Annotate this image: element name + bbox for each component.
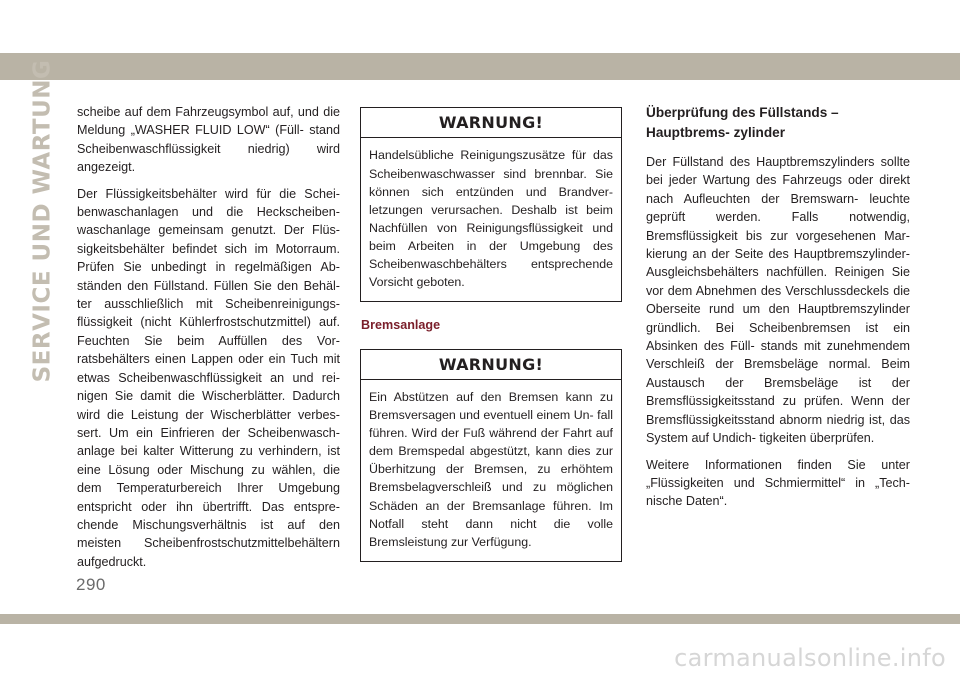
warning-box-brakes xyxy=(360,349,622,562)
left-column xyxy=(77,103,340,579)
left-paragraph-2: Der Flüssigkeitsbehälter wird für die Schei- benwaschanlagen und die Heckscheiben- waschanlage gemeinsam genutzt. Der Flüs- sigkeitsbehälter befindet sich im Motorraum. Prüfen Sie unbedingt in regelmäßigen Ab- ständen den Füllstand. Füllen Sie den Behäl- ter ausschließlich mit Scheibenreinigungs- flüssigkeit (nicht Kühlerfrostschutzmittel) auf. Feuchten Sie beim Auffüllen des Vor- ratsbehälters einen Lappen oder ein Tuch mit etwas Scheibenwaschflüssigkeit an und rei- nigen Sie damit die Wischerblätter. Dadurch wird die Leistung der Wischerblätter verbes- sert. Um ein Einfrieren der Scheibenwasch- anlage bei kalter Witterung zu verhindern, ist eine Lösung oder Mischung zu wählen, die dem Temperaturbereich Ihrer Umgebung entspricht oder ihn übertrifft. Das entspre- chende Mischungsverhältnis ist auf den meisten Scheibenfrostschutzmittelbehältern aufgedruckt. xyxy=(77,186,340,569)
right-paragraph-2: Weitere Informationen finden Sie unter „Flüssigkeiten und Schmiermittel“ in „Tech- nische Daten“. xyxy=(646,457,910,509)
middle-column xyxy=(360,107,622,562)
warning-title: WARNUNG! xyxy=(361,350,621,380)
right-paragraph-1: Der Füllstand des Hauptbremszylinders sollte bei jeder Wartung des Fahrzeugs oder direkt nach Aufleuchten der Bremswarn- leuchte geprüft werden. Falls notwendig, Bremsflüssigkeit bis zur vorgesehenen Mar- kierung an der Seite des Hauptbremszylinder-Ausgleichsbehälters nachfüllen. Reinigen Sie vor dem Abnehmen des Verschlussdeckels die Oberseite rund um den Hauptbremszylinder gründlich. Bei Scheibenbremsen ist ein Absinken des Füll- stands mit zunehmendem Verschleiß der Bremsbeläge normal. Beim Austausch der Bremsbeläge ist der Bremsflüssigkeitsstand zu prüfen. Wenn der Bremsflüssigkeitsstand abnorm niedrig ist, das System auf Undich- tigkeiten überprüfen. xyxy=(646,155,910,446)
page-number: 290 xyxy=(76,575,106,594)
side-section-title xyxy=(14,59,70,383)
left-paragraph-1: scheibe auf dem Fahrzeugsymbol auf, und die Meldung „WASHER FLUID LOW“ (Füll- stand Scheibenwaschflüssigkeit niedrig) wird angezeigt. xyxy=(77,105,340,175)
warning-text: Ein Abstützen auf den Bremsen kann zu Bremsversagen und eventuell einem Un- fall führen. Wird der Fuß während der Fahrt auf dem Bremspedal abgestützt, kann dies zur Überhitzung der Bremsen, zu erhöhtem Bremsbelagverschleiß und zu möglichen Schäden an der Bremsanlage führen. Im Notfall steht dann nicht die volle Bremsleistung zur Verfügung. xyxy=(369,389,613,549)
warning-title: WARNUNG! xyxy=(361,108,621,138)
warning-text: Handelsübliche Reinigungszusätze für das Scheibenwaschwasser sind brennbar. Sie können sich entzünden und Brandver- letzungen verursachen. Deshalb ist beim Nachfüllen von Reinigungsflüssigkeit und beim Arbeiten in der Umgebung des Scheibenwaschbehälters entsprechende Vorsicht geboten. xyxy=(369,148,613,290)
right-column xyxy=(646,103,910,519)
section-heading-brakes: Bremsanlage xyxy=(361,318,441,333)
side-section-title-text: SERVICE UND WARTUNG xyxy=(29,59,55,383)
top-band xyxy=(0,53,960,80)
bottom-band xyxy=(0,614,960,624)
subsection-heading: Überprüfung des Füllstands – Hauptbrems- zylinder xyxy=(646,105,839,140)
warning-box-washer xyxy=(360,107,622,302)
watermark: carmanualsonline.info xyxy=(674,644,946,672)
